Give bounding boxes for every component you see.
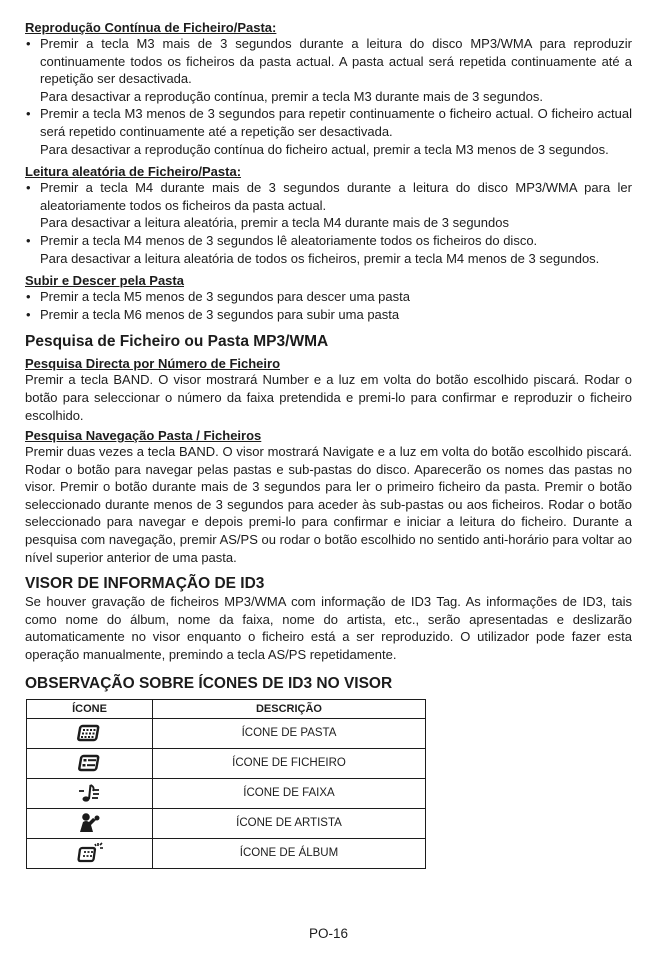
table-cell: ÍCONE DE PASTA — [153, 718, 426, 748]
column-header-icon: ÍCONE — [27, 699, 153, 718]
subsection-title-navigation-search: Pesquisa Navegação Pasta / Ficheiros — [25, 428, 262, 444]
section-title-random: Leitura aleatória de Ficheiro/Pasta: — [25, 164, 242, 180]
list-item: • Premir a tecla M6 menos de 3 segundos para subir uma pasta — [26, 306, 400, 322]
album-icon — [77, 842, 103, 864]
section-title-id3: VISOR DE INFORMAÇÃO DE ID3 — [25, 575, 265, 593]
table-row — [27, 778, 426, 808]
list-item: • Premir a tecla M5 menos de 3 segundos para descer uma pasta — [26, 289, 410, 305]
table-cell: ÍCONE DE FICHEIRO — [153, 748, 426, 778]
table-row — [27, 748, 426, 778]
subsection-title-direct-search: Pesquisa Directa por Número de Ficheiro — [25, 356, 281, 372]
list-item: • Premir a tecla M4 menos de 3 segundos lê aleatoriamente todos os ficheiros do disco. Para desactivar a leitura aleatória de todos os ficheiros, premir a tecla M4 menos de 3 segundos. — [26, 232, 600, 266]
page-number: PO-16 — [308, 926, 349, 941]
file-icon — [77, 753, 103, 773]
paragraph-id3: Se houver gravação de ficheiros MP3/WMA com informação de ID3 Tag. As informações de ID3, tais como nome do álbum, nome da faixa, nome do artista, etc., serão apresentadas e deslizarão automaticamente no visor enquanto o ficheiro está a ser reproduzido. O utilizador pode fazer esta operação manualmente, premindo a tecla AS/PS repetidamente. — [25, 594, 632, 663]
section-title-repeat: Reprodução Contínua de Ficheiro/Pasta: — [25, 20, 277, 35]
section-title-id3-icons: OBSERVAÇÃO SOBRE ÍCONES DE ID3 NO VISOR — [25, 674, 393, 692]
section-title-folder-nav: Subir e Descer pela Pasta — [25, 273, 184, 289]
artist-icon — [77, 812, 103, 834]
folder-icon — [77, 723, 103, 743]
table-cell: ÍCONE DE ÁLBUM — [153, 838, 426, 868]
paragraph-navigation-search: Premir duas vezes a tecla BAND. O visor mostrará Navigate e a luz em volta do botão escolhido piscará. Rodar o botão para navegar pelas pastas e sub-pastas do disco. Aparecerão os nomes das pastas no visor. Premir o botão durante mais de 3 segundos para ler o primeiro ficheiro da pasta. Premir o botão seleccionado durante menos de 3 segundos para aceder às sub-pastas ou aos ficheiros. Rodar o botão seleccionado para navegar e depois premi-lo para confirmar e iniciar a leitura do ficheiro. Durante a pesquisa com navegação, premir AS/PS ou rodar o botão escolhido no sentido anti-horário para voltar ao nível superior anterior de uma pasta. — [25, 444, 632, 565]
table-row — [27, 838, 426, 868]
list-item: • Premir a tecla M3 mais de 3 segundos durante a leitura do disco MP3/WMA para reproduzir continuamente todos os ficheiros da pasta actual. A pasta actual será repetida continuamente até a repetição ser desactivada. Para desactivar a reprodução contínua, premir a tecla M3 durante mais de 3 segundos. — [26, 36, 632, 104]
table-row — [27, 718, 426, 748]
page-content — [25, 20, 632, 869]
paragraph-direct-search: Premir a tecla BAND. O visor mostrará Number e a luz em volta do botão escolhido piscará. Rodar o botão para seleccionar o número da faixa pretendida e premi-lo para confirmar e reproduzir o ficheiro escolhido. — [25, 372, 632, 423]
list-item: • Premir a tecla M3 menos de 3 segundos para repetir continuamente o ficheiro actual. O ficheiro actual será repetido continuamente até a repetição ser desactivada. Para desactivar a reprodução contínua do ficheiro actual, premir a tecla M3 menos de 3 segundos. — [26, 106, 632, 157]
column-header-description: DESCRIÇÃO — [153, 699, 426, 718]
folder-nav-list — [25, 288, 632, 323]
table-cell: ÍCONE DE ARTISTA — [153, 808, 426, 838]
list-item: • Premir a tecla M4 durante mais de 3 segundos durante a leitura do disco MP3/WMA para ler aleatoriamente todos os ficheiros da pasta actual. Para desactivar a leitura aleatória, premir a tecla M4 durante mais de 3 segundos — [26, 180, 632, 231]
random-list — [25, 179, 632, 267]
track-icon — [77, 782, 103, 804]
table-row — [27, 808, 426, 838]
section-title-search: Pesquisa de Ficheiro ou Pasta MP3/WMA — [25, 333, 329, 351]
table-cell: ÍCONE DE FAIXA — [153, 778, 426, 808]
repeat-list — [25, 35, 632, 158]
id3-icons-table — [26, 699, 426, 869]
table-header-row — [27, 699, 426, 718]
